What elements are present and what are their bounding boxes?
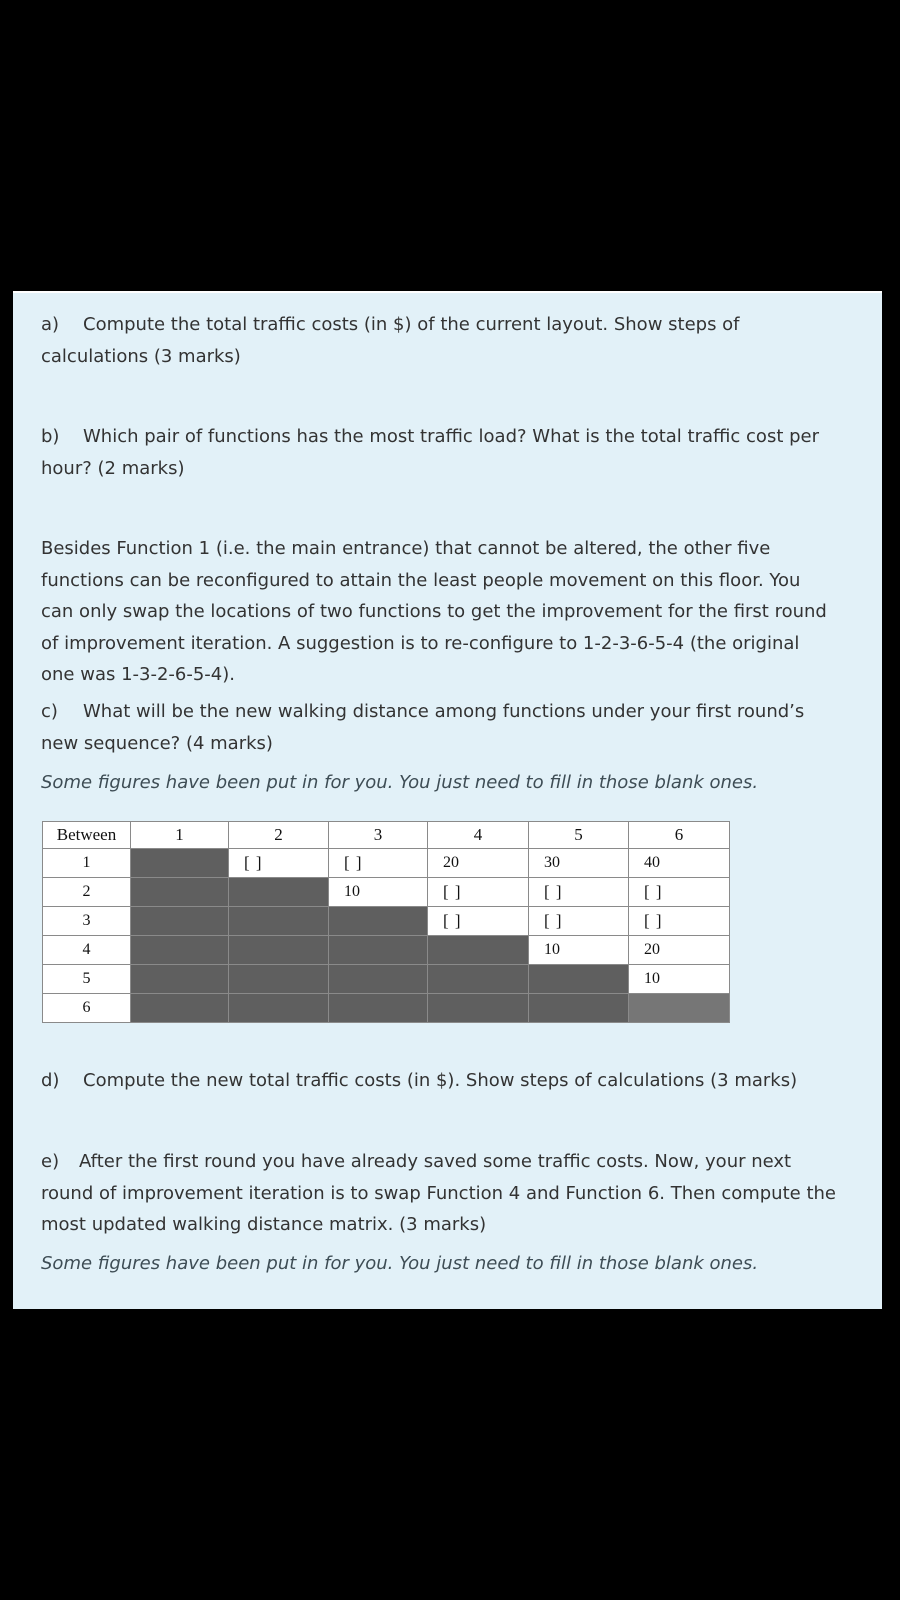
matrix-shaded-cell: [329, 965, 428, 994]
matrix-blank-cell: [ ]: [529, 878, 629, 907]
matrix-shaded-cell: [229, 907, 329, 936]
question-e-cont: round of improvement iteration is to swap Function 4 and Function 6. Then compute the: [41, 1182, 836, 1204]
matrix-value-cell: 40: [629, 849, 730, 878]
matrix-shaded-cell: [529, 965, 629, 994]
note-fill-blanks: Some figures have been put in for you. You just need to fill in those blank ones.: [41, 772, 759, 793]
matrix-shaded-cell: [131, 878, 229, 907]
matrix-shaded-cell: [131, 907, 229, 936]
walking-distance-matrix: [42, 821, 730, 1023]
matrix-blank-cell: [ ]: [329, 849, 428, 878]
question-a-label: a): [41, 314, 60, 335]
question-a: [41, 309, 861, 372]
question-c: [41, 696, 861, 759]
matrix-shaded-cell: [428, 936, 529, 965]
matrix-row-label: 1: [43, 849, 131, 878]
matrix-value-cell: 30: [529, 849, 629, 878]
matrix-value-cell: 20: [428, 849, 529, 878]
matrix-row: [43, 907, 730, 936]
matrix-shaded-cell: [229, 936, 329, 965]
matrix-blank-cell: [ ]: [229, 849, 329, 878]
matrix-shaded-cell: [428, 965, 529, 994]
question-c-cont: new sequence? (4 marks): [41, 732, 273, 754]
matrix-shaded-cell: [529, 994, 629, 1023]
matrix-blank-cell: [ ]: [428, 907, 529, 936]
matrix-blank-cell: [ ]: [428, 878, 529, 907]
question-b: [41, 421, 861, 484]
matrix-blank-cell: [ ]: [529, 907, 629, 936]
matrix-row: [43, 849, 730, 878]
intro-line: of improvement iteration. A suggestion is to re-configure to 1-2-3-6-5-4 (the original: [41, 632, 800, 654]
question-e-cont: most updated walking distance matrix. (3 marks): [41, 1214, 487, 1235]
matrix-shaded-cell: [131, 936, 229, 965]
question-b-cont: hour? (2 marks): [41, 457, 185, 479]
question-a-cont: calculations (3 marks): [41, 345, 241, 367]
matrix-header-cell: 4: [428, 822, 529, 849]
matrix-shaded-cell: [131, 849, 229, 878]
question-panel: [13, 291, 882, 1309]
matrix-header-cell: 2: [229, 822, 329, 849]
intro-line: Besides Function 1 (i.e. the main entrance) that cannot be altered, the other five: [41, 538, 771, 559]
matrix-shaded-cell: [629, 994, 730, 1023]
matrix-header-cell: 6: [629, 822, 730, 849]
question-d-text: Compute the new total traffic costs (in $). Show steps of calculations (3 marks): [83, 1070, 798, 1091]
question-e-text: After the first round you have already saved some traffic costs. Now, your next: [79, 1151, 792, 1172]
question-c-label: c): [41, 701, 58, 722]
matrix-shaded-cell: [428, 994, 529, 1023]
intro-line: can only swap the locations of two functions to get the improvement for the first round: [41, 601, 827, 622]
question-b-text: Which pair of functions has the most traffic load? What is the total traffic cost per: [83, 426, 820, 447]
matrix-row-label: 3: [43, 907, 131, 936]
matrix-shaded-cell: [131, 994, 229, 1023]
matrix-shaded-cell: [329, 907, 428, 936]
matrix-blank-cell: [ ]: [629, 907, 730, 936]
matrix-shaded-cell: [329, 936, 428, 965]
note-fill-blanks-2: Some figures have been put in for you. You just need to fill in those blank ones.: [41, 1253, 759, 1274]
matrix-shaded-cell: [229, 965, 329, 994]
matrix-row: [43, 936, 730, 965]
matrix-shaded-cell: [229, 878, 329, 907]
question-a-text: Compute the total traffic costs (in $) of the current layout. Show steps of: [83, 314, 740, 335]
matrix-row: [43, 965, 730, 994]
matrix-shaded-cell: [229, 994, 329, 1023]
matrix-shaded-cell: [131, 965, 229, 994]
matrix-header-cell: 5: [529, 822, 629, 849]
intro-line: one was 1-3-2-6-5-4).: [41, 664, 236, 685]
matrix-row-label: 2: [43, 878, 131, 907]
matrix-blank-cell: [ ]: [629, 878, 730, 907]
question-e: [41, 1146, 861, 1241]
matrix-shaded-cell: [329, 994, 428, 1023]
matrix-row-label: 4: [43, 936, 131, 965]
matrix-row-label: 5: [43, 965, 131, 994]
matrix-header-between: Between: [43, 822, 131, 849]
question-e-label: e): [41, 1151, 60, 1172]
matrix-row: [43, 994, 730, 1023]
intro-line: functions can be reconfigured to attain the least people movement on this floor. You: [41, 569, 801, 591]
question-d-label: d): [41, 1070, 60, 1091]
matrix-header-cell: 3: [329, 822, 428, 849]
matrix-row-label: 6: [43, 994, 131, 1023]
question-c-text: What will be the new walking distance among functions under your first round’s: [83, 701, 805, 722]
matrix-value-cell: 20: [629, 936, 730, 965]
matrix-header-cell: 1: [131, 822, 229, 849]
question-b-label: b): [41, 426, 60, 447]
matrix-value-cell: 10: [529, 936, 629, 965]
matrix-value-cell: 10: [629, 965, 730, 994]
intro-paragraph: [41, 533, 861, 691]
question-d: [41, 1065, 861, 1097]
matrix-header-row: [43, 822, 730, 849]
matrix-value-cell: 10: [329, 878, 428, 907]
matrix-row: [43, 878, 730, 907]
